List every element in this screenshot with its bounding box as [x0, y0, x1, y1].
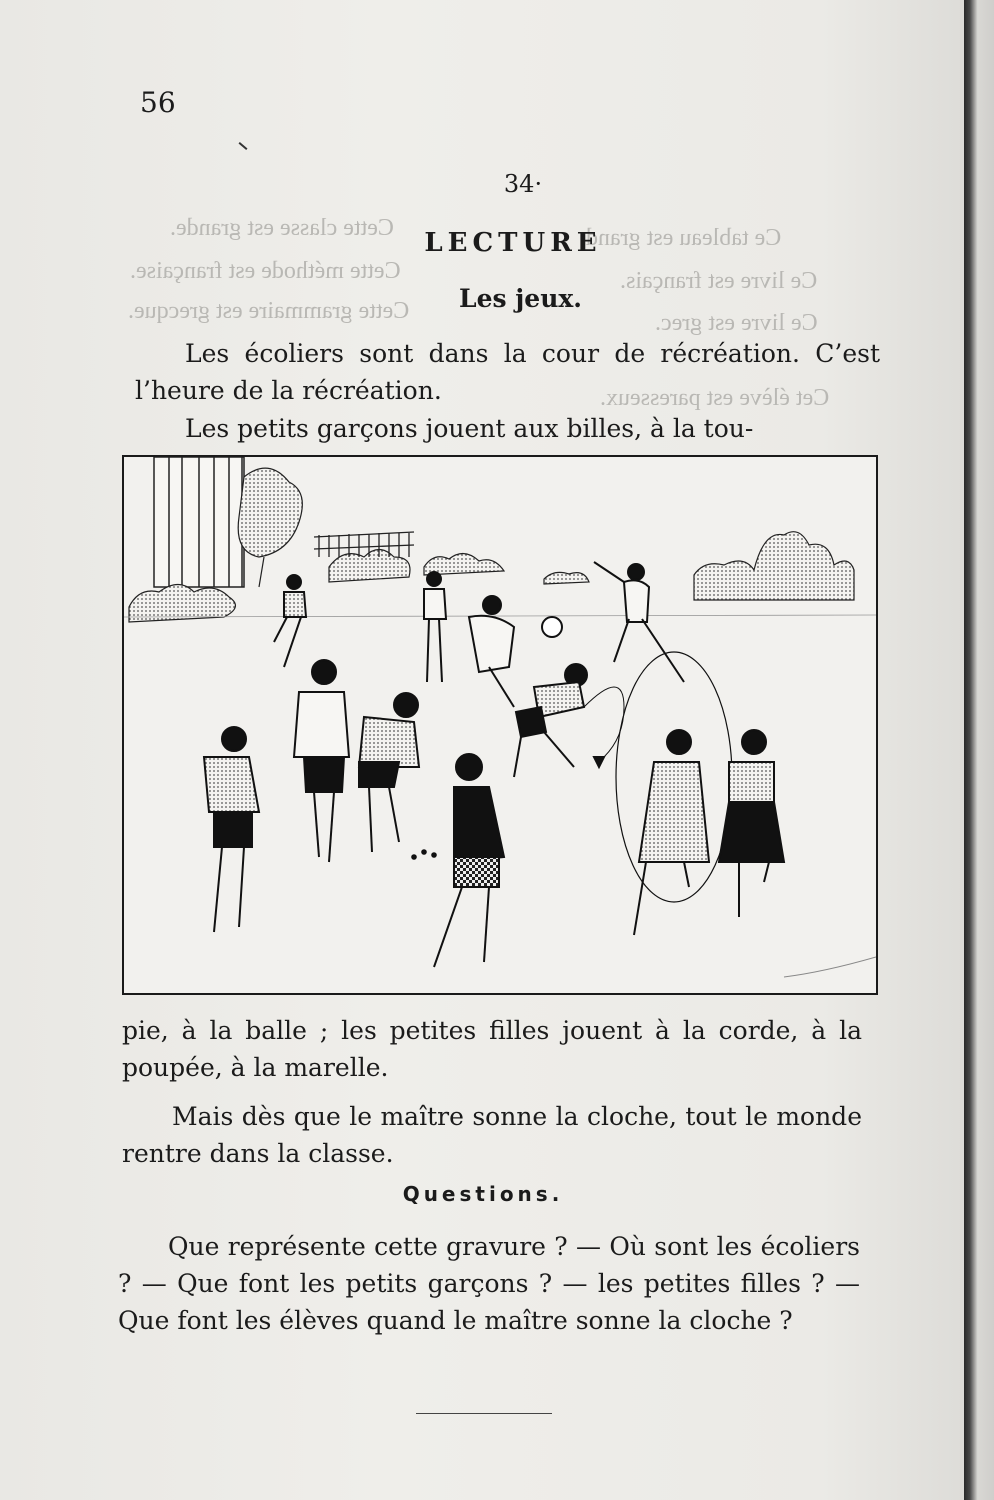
boy-dark-sweater: [434, 754, 504, 967]
paragraph-3: pie, à la balle ; les petites filles jouent à la corde, à la poupée, à la marelle.: [122, 1016, 862, 1082]
book-spine: [964, 0, 994, 1500]
bleed-through-line: Cet élève est paresseux.: [600, 385, 830, 411]
bleed-through-line: Ce tableau est grand.: [580, 225, 782, 251]
paragraph-4: Mais dès que le maître sonne la cloche, tout le monde rentre dans la classe.: [122, 1102, 862, 1168]
lesson-title: LECTURE: [424, 228, 602, 258]
lesson-subtitle: Les jeux.: [459, 284, 582, 313]
page-number: 56: [140, 86, 176, 119]
lesson-number: 34·: [503, 170, 543, 198]
questions-text: Que représente cette gravure ? — Où sont les écoliers ? — Que font les petits garçons ? — les petites filles ? — Que font les élèves quand le maître sonne la cloche ?: [118, 1232, 860, 1335]
bleed-through-line: Cette grammaire est grecque.: [128, 298, 410, 324]
bleed-through-line: Cette classe est grande.: [170, 215, 394, 241]
bleed-through-line: Ce livre est français.: [620, 268, 818, 294]
fence: [314, 532, 414, 557]
running-boys: [274, 562, 684, 707]
bleed-through-line: Ce livre est grec.: [655, 310, 818, 336]
closing-rule: [416, 1413, 552, 1414]
boys-playing-marbles: [204, 660, 436, 932]
playground-illustration: [122, 455, 878, 995]
paragraph-2: Les petits garçons jouent aux billes, à la tou-: [185, 414, 754, 443]
bleed-through-line: Cette méthode est française.: [130, 258, 401, 284]
paragraph-1: Les écoliers sont dans la cour de récréation. C’est l’heure de la récréation.: [135, 339, 880, 405]
school-building: [154, 457, 244, 587]
boy-spinning-top: [514, 664, 624, 777]
ink-mark: [239, 142, 248, 150]
playground-illustration-drawing: [124, 457, 876, 993]
girl-jump-rope: [616, 652, 732, 935]
girl-with-doll: [719, 730, 784, 917]
questions-heading: Questions.: [402, 1182, 564, 1206]
